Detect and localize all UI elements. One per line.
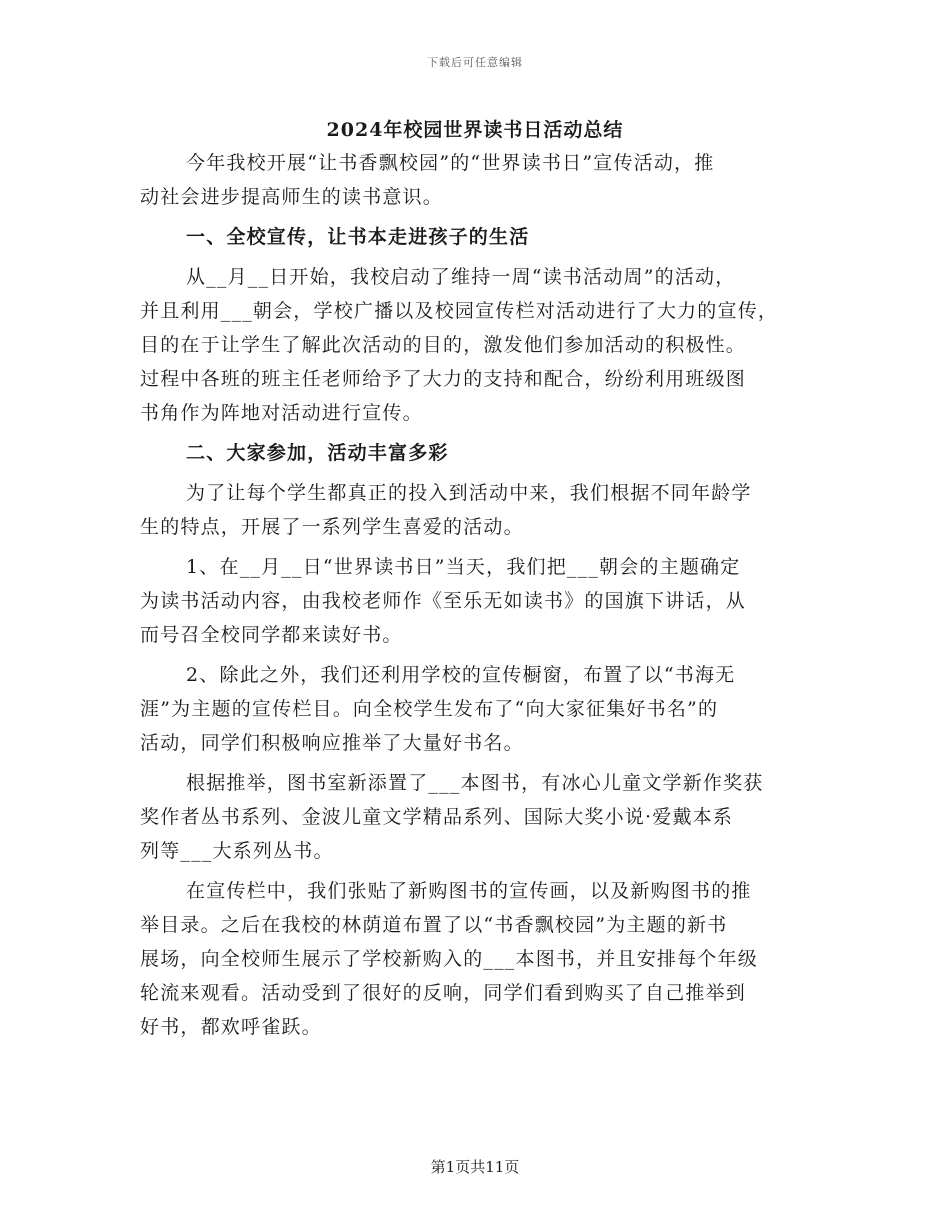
paragraph-line: 活动，同学们积极响应推举了大量好书名。 <box>140 732 524 754</box>
paragraph-line: 好书，都欢呼雀跃。 <box>140 1016 322 1038</box>
paragraph-line: 动社会进步提高师生的读书意识。 <box>140 186 444 208</box>
paragraph-line: 在宣传栏中，我们张贴了新购图书的宣传画，以及新购图书的推 <box>186 880 752 902</box>
page-title: 2024年校园世界读书日活动总结 <box>326 119 624 141</box>
header-note: 下载后可任意编辑 <box>427 56 523 69</box>
paragraph-line: 并且利用___朝会，学校广播以及校园宣传栏对活动进行了大力的宣传， <box>140 300 779 322</box>
paragraph-line: 展场，向全校师生展示了学校新购入的___本图书，并且安排每个年级 <box>140 948 758 970</box>
paragraph-line: 为读书活动内容，由我校老师作《至乐无如读书》的国旗下讲话，从 <box>140 590 747 612</box>
document-body <box>140 146 820 1044</box>
page-number-footer: 第1页共11页 <box>430 1158 520 1176</box>
paragraph-line: 生的特点，开展了一系列学生喜爱的活动。 <box>140 516 524 538</box>
paragraph-line: 涯”为主题的宣传栏目。向全校学生发布了“向大家征集好书名”的 <box>140 698 719 720</box>
paragraph-line: 奖作者丛书系列、金波儿童文学精品系列、国际大奖小说·爱戴本系 <box>140 806 734 828</box>
paragraph-line: 从__月__日开始，我校启动了维持一周“读书活动周”的活动， <box>186 266 736 288</box>
paragraph-line: 2、除此之外，我们还利用学校的宣传橱窗，布置了以“书海无 <box>186 664 736 686</box>
paragraph-line: 轮流来观看。活动受到了很好的反响，同学们看到购买了自己推举到 <box>140 982 747 1004</box>
paragraph-line: 根据推举，图书室新添置了___本图书，有冰心儿童文学新作奖获 <box>186 772 764 794</box>
paragraph-line: 今年我校开展“让书香飘校园”的“世界读书日”宣传活动，推 <box>186 152 715 174</box>
paragraph-line: 举目录。之后在我校的林荫道布置了以“书香飘校园”为主题的新书 <box>140 914 728 936</box>
paragraph-line: 列等___大系列丛书。 <box>140 840 334 862</box>
paragraph-line: 为了让每个学生都真正的投入到活动中来，我们根据不同年龄学 <box>186 482 752 504</box>
paragraph-line: 书角作为阵地对活动进行宣传。 <box>140 402 423 424</box>
paragraph-line: 过程中各班的班主任老师给予了大力的支持和配合，纷纷利用班级图 <box>140 368 747 390</box>
paragraph-line: 目的在于让学生了解此次活动的目的，激发他们参加活动的积极性。 <box>140 334 747 356</box>
section-heading: 一、全校宣传，让书本走进孩子的生活 <box>186 226 530 248</box>
section-heading: 二、大家参加，活动丰富多彩 <box>186 442 449 464</box>
paragraph-line: 而号召全校同学都来读好书。 <box>140 624 403 646</box>
paragraph-line: 1、在__月__日“世界读书日”当天，我们把___朝会的主题确定 <box>186 556 741 578</box>
